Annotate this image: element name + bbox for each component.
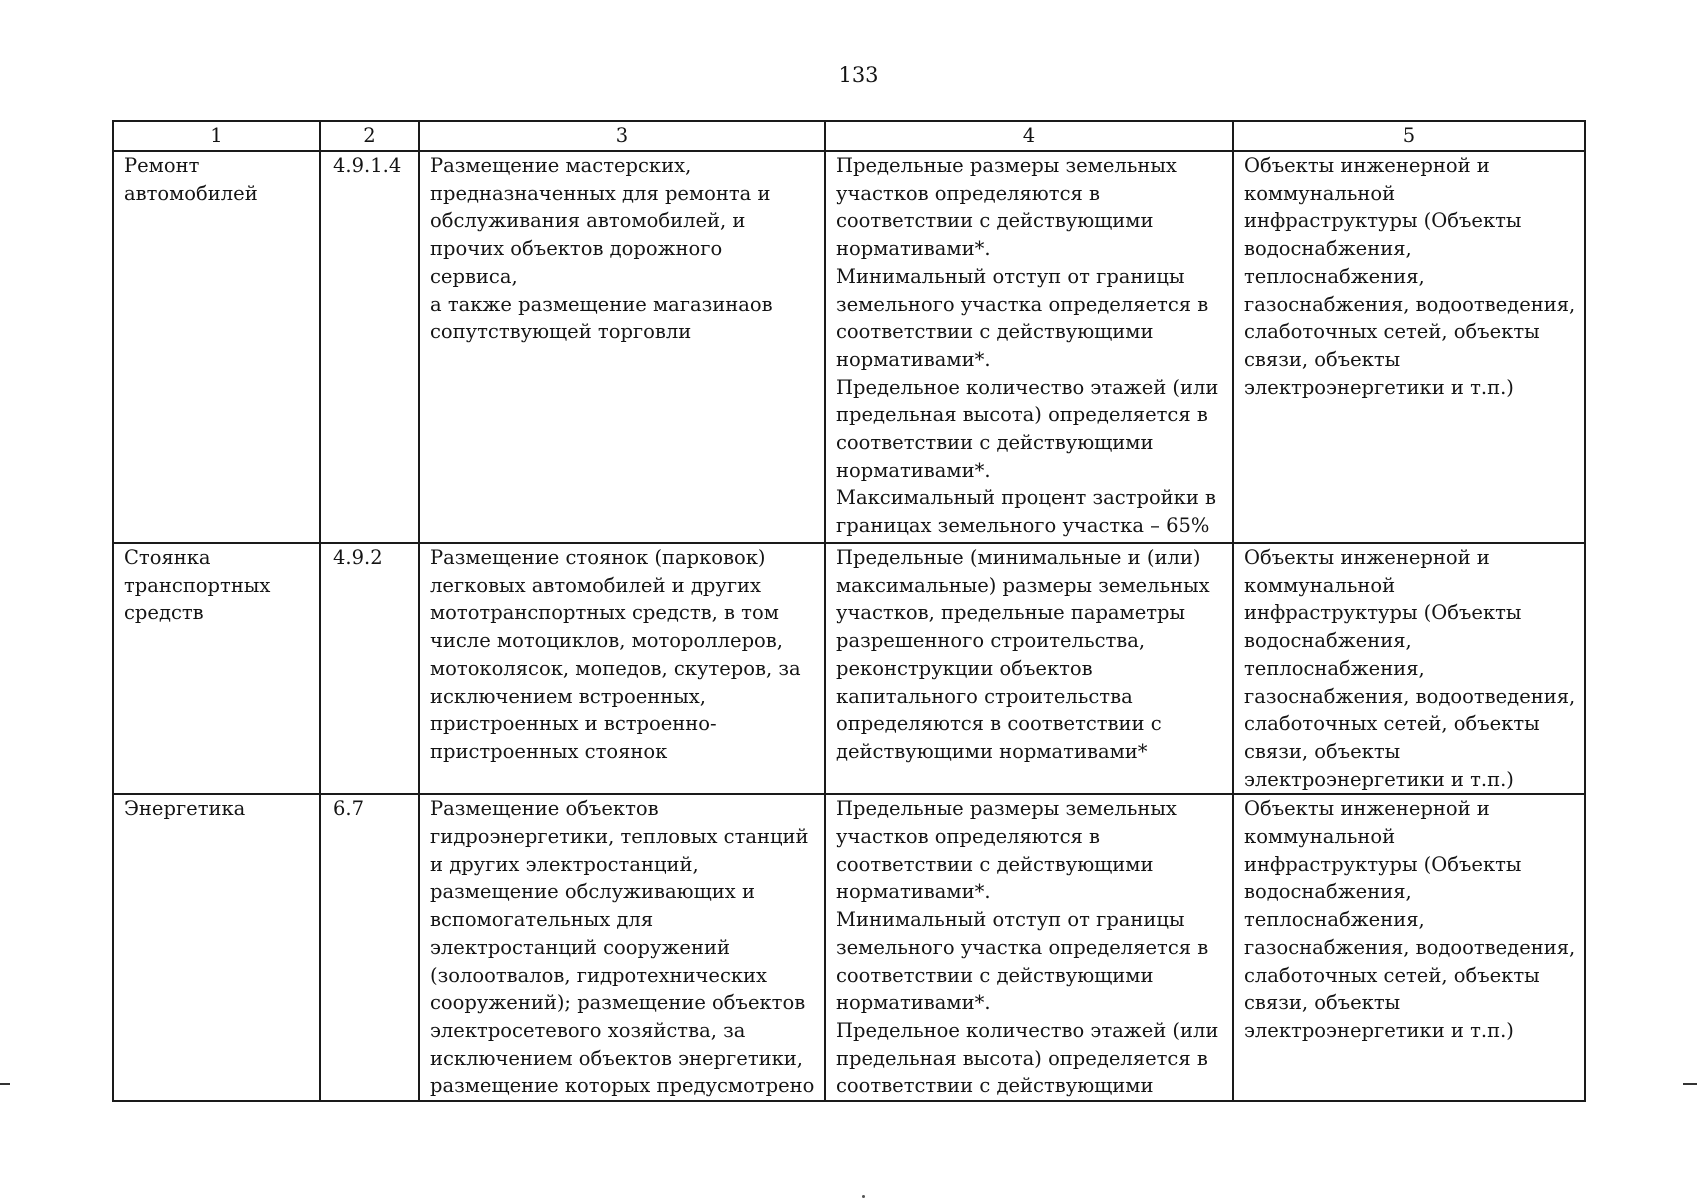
auxiliary-uses-cell [1233, 543, 1585, 794]
use-parameters: Предельные размеры земельных участков определяются в соответствии с действующими нормативами*. Минимальный отступ от границы земельного участка определяется в соответствии с действующими нормативами*. Предельное количество этажей (или предельная высота) определяется в соответствии с действующими [836, 797, 1219, 1098]
use-description: Размещение мастерских, предназначенных для ремонта и обслуживания автомобилей, и прочих объектов дорожного сервиса, а также размещение магазинаов сопутствующей торговли [430, 154, 773, 344]
use-parameters-cell [825, 543, 1233, 794]
auxiliary-uses: Объекты инженерной и коммунальной инфраструктуры (Объекты водоснабжения, теплоснабжения, газоснабжения, водоотведения, слаботочных сетей, объекты связи, объекты электроэнергетики и т.п.) [1244, 154, 1576, 399]
scan-edge-mark-right [1683, 1083, 1697, 1085]
use-name: Энергетика [124, 797, 246, 821]
page-number: 133 [838, 63, 879, 87]
header-row [113, 121, 1585, 151]
column-header-5: 5 [1233, 121, 1585, 151]
use-code-cell [320, 794, 419, 1101]
column-header-1: 1 [113, 121, 320, 151]
scan-edge-mark-left [0, 1083, 10, 1085]
use-code: 6.7 [333, 797, 365, 821]
use-code: 4.9.1.4 [333, 154, 402, 177]
use-name: Ремонт автомобилей [124, 154, 258, 205]
use-parameters-cell [825, 794, 1233, 1101]
use-code-cell [320, 543, 419, 794]
use-code: 4.9.2 [333, 546, 383, 569]
use-name: Стоянка транспортных средств [124, 546, 271, 625]
auxiliary-uses-cell [1233, 794, 1585, 1101]
column-header-3: 3 [419, 121, 825, 151]
auxiliary-uses-cell [1233, 151, 1585, 543]
use-description-cell [419, 543, 825, 794]
auxiliary-uses: Объекты инженерной и коммунальной инфраструктуры (Объекты водоснабжения, теплоснабжения, газоснабжения, водоотведения, слаботочных сетей, объекты связи, объекты электроэнергетики и т.п.) [1244, 546, 1576, 791]
table-body [113, 151, 1585, 1101]
table-row [113, 794, 1585, 1101]
use-parameters: Предельные (минимальные и (или) максимальные) размеры земельных участков, предельные параметры разрешенного строительства, реконструкции объектов капитального строительства определяются в соответствии с действующими нормативами* [836, 546, 1210, 763]
use-description-cell [419, 151, 825, 543]
column-header-4: 4 [825, 121, 1233, 151]
land-use-table [112, 120, 1586, 1102]
table-row [113, 151, 1585, 543]
use-name-cell [113, 794, 320, 1101]
use-description: Размещение стоянок (парковок) легковых автомобилей и других мототранспортных средств, в том числе мотоциклов, мотороллеров, мотоколясок, мопедов, скутеров, за исключением встроенных, пристроенных и встроенно- пристроенных стоянок [430, 546, 801, 763]
use-description: Размещение объектов гидроэнергетики, тепловых станций и других электростанций, размещение обслуживающих и вспомогательных для электростанций сооружений (золоотвалов, гидротехнических сооружений); размещение объектов электросетевого хозяйства, за исключением объектов энергетики, размещение которых предусмотрено [430, 797, 815, 1098]
use-name-cell [113, 543, 320, 794]
column-header-2: 2 [320, 121, 419, 151]
auxiliary-uses: Объекты инженерной и коммунальной инфраструктуры (Объекты водоснабжения, теплоснабжения, газоснабжения, водоотведения, слаботочных сетей, объекты связи, объекты электроэнергетики и т.п.) [1244, 797, 1576, 1042]
table-row [113, 543, 1585, 794]
table-header [113, 121, 1585, 151]
use-parameters-cell [825, 151, 1233, 543]
use-description-cell [419, 794, 825, 1101]
use-name-cell [113, 151, 320, 543]
scan-speck [862, 1195, 865, 1198]
use-parameters: Предельные размеры земельных участков определяются в соответствии с действующими нормативами*. Минимальный отступ от границы земельного участка определяется в соответствии с действующими нормативами*. Предельное количество этажей (или предельная высота) определяется в соответствии с действующими нормативами*. Максимальный процент застройки в границах земельного участка – 65% [836, 154, 1219, 538]
use-code-cell [320, 151, 419, 543]
